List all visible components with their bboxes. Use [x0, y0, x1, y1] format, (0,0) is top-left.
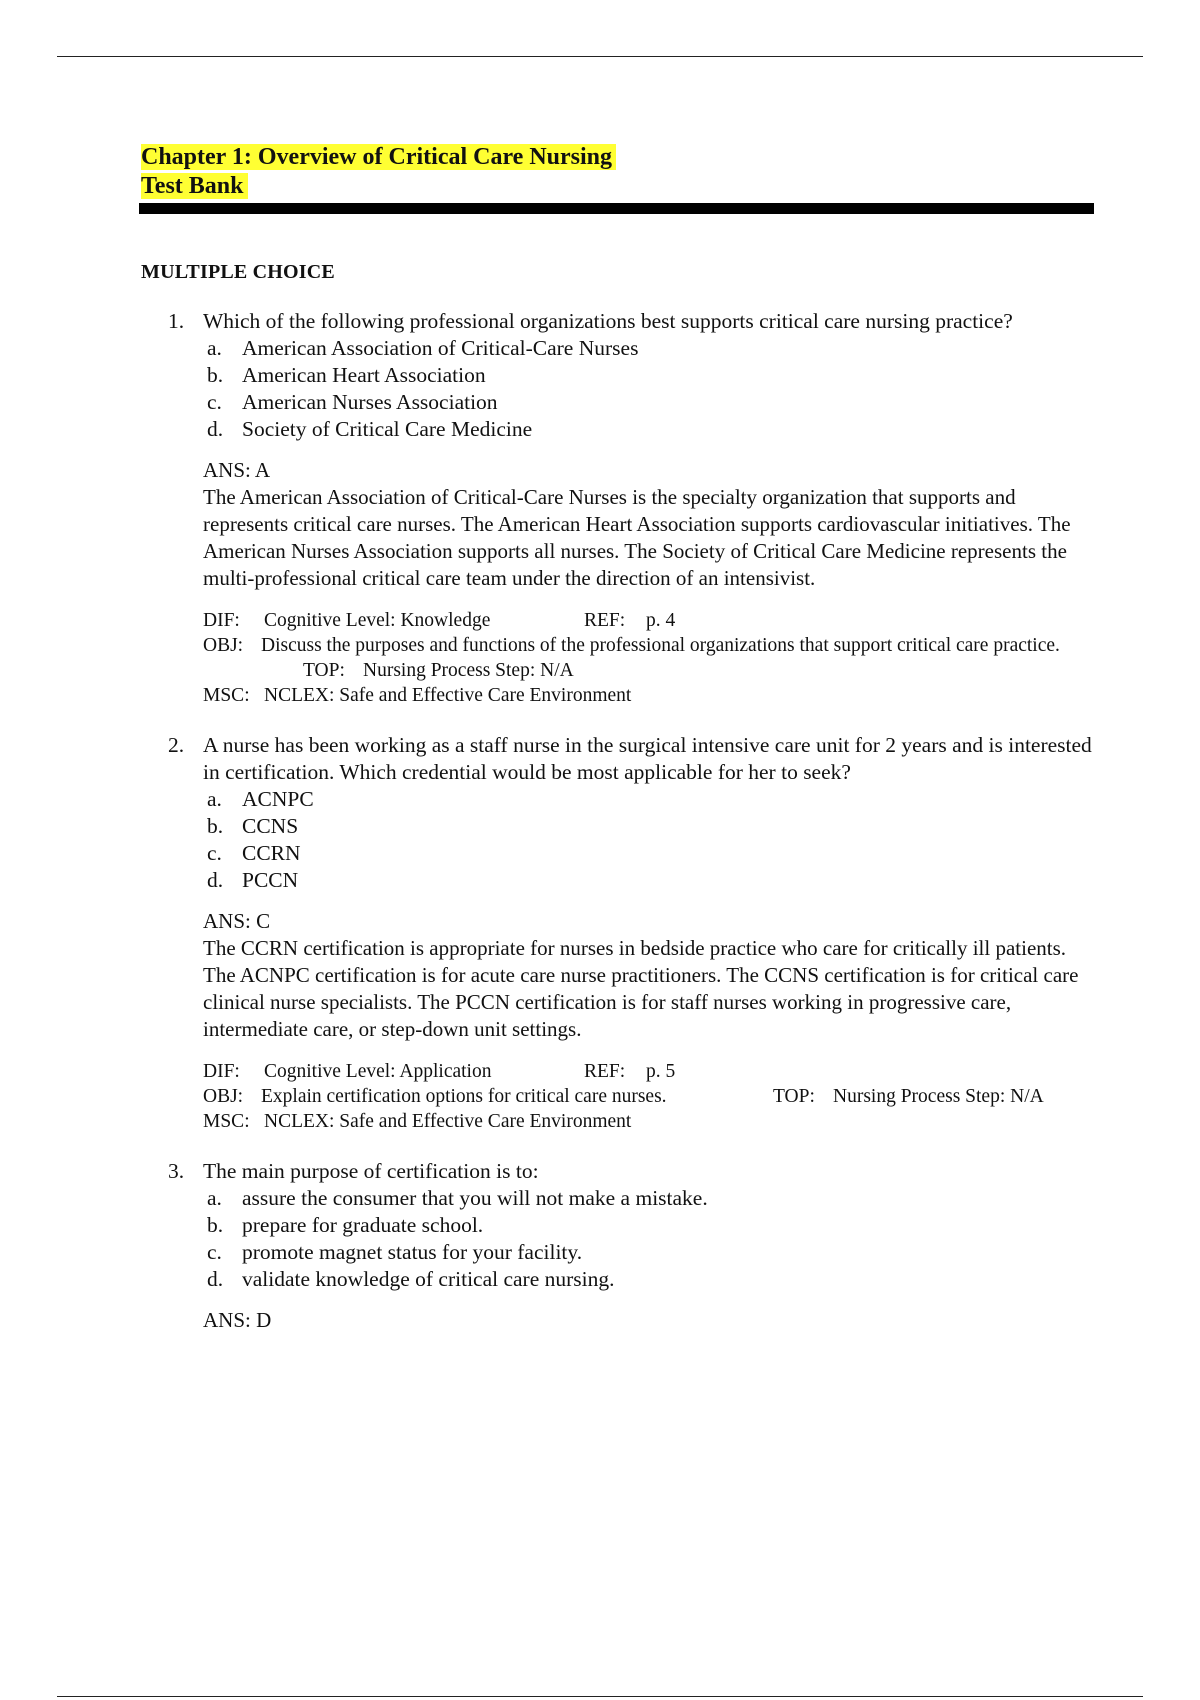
- question-number: 2.: [168, 733, 185, 757]
- answer-key: ANS: C: [203, 909, 271, 933]
- option-list: [203, 786, 1101, 894]
- reference: p. 4: [646, 610, 676, 631]
- msc: NCLEX: Safe and Effective Care Environment: [264, 1111, 632, 1132]
- difficulty: Cognitive Level: Knowledge: [264, 610, 491, 631]
- option-a: a. American Association of Critical-Care Nurses: [207, 336, 639, 360]
- objective: Discuss the purposes and functions of the professional organizations that support critical care practice.: [261, 635, 1060, 656]
- option-d: d. PCCN: [207, 868, 299, 892]
- title-underline-rule: [139, 203, 1094, 214]
- option-text: American Nurses Association: [242, 390, 498, 414]
- section-heading: MULTIPLE CHOICE: [141, 261, 335, 283]
- option-b: b. CCNS: [207, 814, 299, 838]
- option-b: b. American Heart Association: [207, 363, 486, 387]
- option-text: CCRN: [242, 841, 301, 865]
- option-text: promote magnet status for your facility.: [242, 1240, 583, 1264]
- rationale-text: The American Association of Critical-Care Nurses is the specialty organization that supports and represents critical care nurses. The American Heart Association supports cardiovascular initiatives. The American Nurses Association supports all nurses. The Society of Critical Care Medicine represents the multi-professional critical care team under the direction of an intensivist.: [203, 485, 1071, 590]
- answer-key: ANS: D: [203, 1308, 272, 1332]
- option-text: PCCN: [242, 868, 299, 892]
- question-1: [141, 308, 1101, 708]
- option-d: d. Society of Critical Care Medicine: [207, 417, 533, 441]
- chapter-title: Chapter 1: Overview of Critical Care Nursing: [141, 144, 616, 170]
- option-a: a. assure the consumer that you will not make a mistake.: [207, 1186, 708, 1210]
- msc: NCLEX: Safe and Effective Care Environment: [264, 685, 632, 706]
- question-number: 3.: [168, 1159, 185, 1183]
- option-d: d. validate knowledge of critical care nursing.: [207, 1267, 615, 1291]
- option-text: ACNPC: [242, 787, 314, 811]
- objective: Explain certification options for critical care nurses.: [261, 1086, 667, 1107]
- option-text: American Association of Critical-Care Nurses: [242, 336, 639, 360]
- page-bottom-rule: [57, 1696, 1143, 1697]
- option-text: American Heart Association: [242, 363, 486, 387]
- question-3: [141, 1158, 1101, 1334]
- question-text: Which of the following professional organizations best supports critical care nursing practice?: [203, 309, 1013, 333]
- answer-key: ANS: A: [203, 458, 271, 482]
- option-text: assure the consumer that you will not make a mistake.: [242, 1186, 708, 1210]
- topic: Nursing Process Step: N/A: [833, 1086, 1044, 1107]
- option-c: c. American Nurses Association: [207, 390, 498, 414]
- difficulty: Cognitive Level: Application: [264, 1061, 492, 1082]
- option-list: [203, 335, 1101, 443]
- rationale-text: The CCRN certification is appropriate for nurses in bedside practice who care for critically ill patients. The ACNPC certification is for acute care nurse practitioners. The CCNS certification is for critical care clinical nurse specialists. The PCCN certification is for staff nurses working in progressive care, intermediate care, or step-down unit settings.: [203, 936, 1079, 1041]
- option-b: b. prepare for graduate school.: [207, 1213, 484, 1237]
- option-c: c. CCRN: [207, 841, 301, 865]
- question-text: A nurse has been working as a staff nurse in the surgical intensive care unit for 2 years and is interested in certification. Which credential would be most applicable for her to seek?: [203, 733, 1092, 784]
- option-c: c. promote magnet status for your facility.: [207, 1240, 583, 1264]
- topic: Nursing Process Step: N/A: [363, 660, 574, 681]
- question-metadata: DIF: Cognitive Level: Application REF: p. 5 OBJ: Explain certification options for critical care nurses. TOP: Nursing Process Step: N/A MSC: NCLEX: Safe and Effective Care Environment: [203, 1061, 1044, 1132]
- option-text: prepare for graduate school.: [242, 1213, 484, 1237]
- question-metadata: DIF: Cognitive Level: Knowledge REF: p. 4 OBJ: Discuss the purposes and functions of the professional organizations that support critical care practice. TOP: Nursing Process Step: N/A MSC: NCLEX: Safe and Effective Care Environment: [203, 610, 1060, 706]
- question-2: [141, 732, 1101, 1134]
- chapter-subtitle: Test Bank: [141, 173, 248, 199]
- document-body: [141, 143, 1101, 1334]
- answer-block: [203, 908, 1101, 1043]
- option-a: a. ACNPC: [207, 787, 314, 811]
- reference: p. 5: [646, 1061, 676, 1082]
- answer-block: [203, 457, 1101, 592]
- chapter-title-block: [141, 143, 1101, 201]
- question-number: 1.: [168, 309, 185, 333]
- question-text: The main purpose of certification is to:: [203, 1159, 539, 1183]
- answer-block: [203, 1307, 1101, 1334]
- option-text: CCNS: [242, 814, 299, 838]
- option-text: validate knowledge of critical care nursing.: [242, 1267, 615, 1291]
- option-text: Society of Critical Care Medicine: [242, 417, 533, 441]
- page-top-rule: [57, 56, 1143, 57]
- option-list: [203, 1185, 1101, 1293]
